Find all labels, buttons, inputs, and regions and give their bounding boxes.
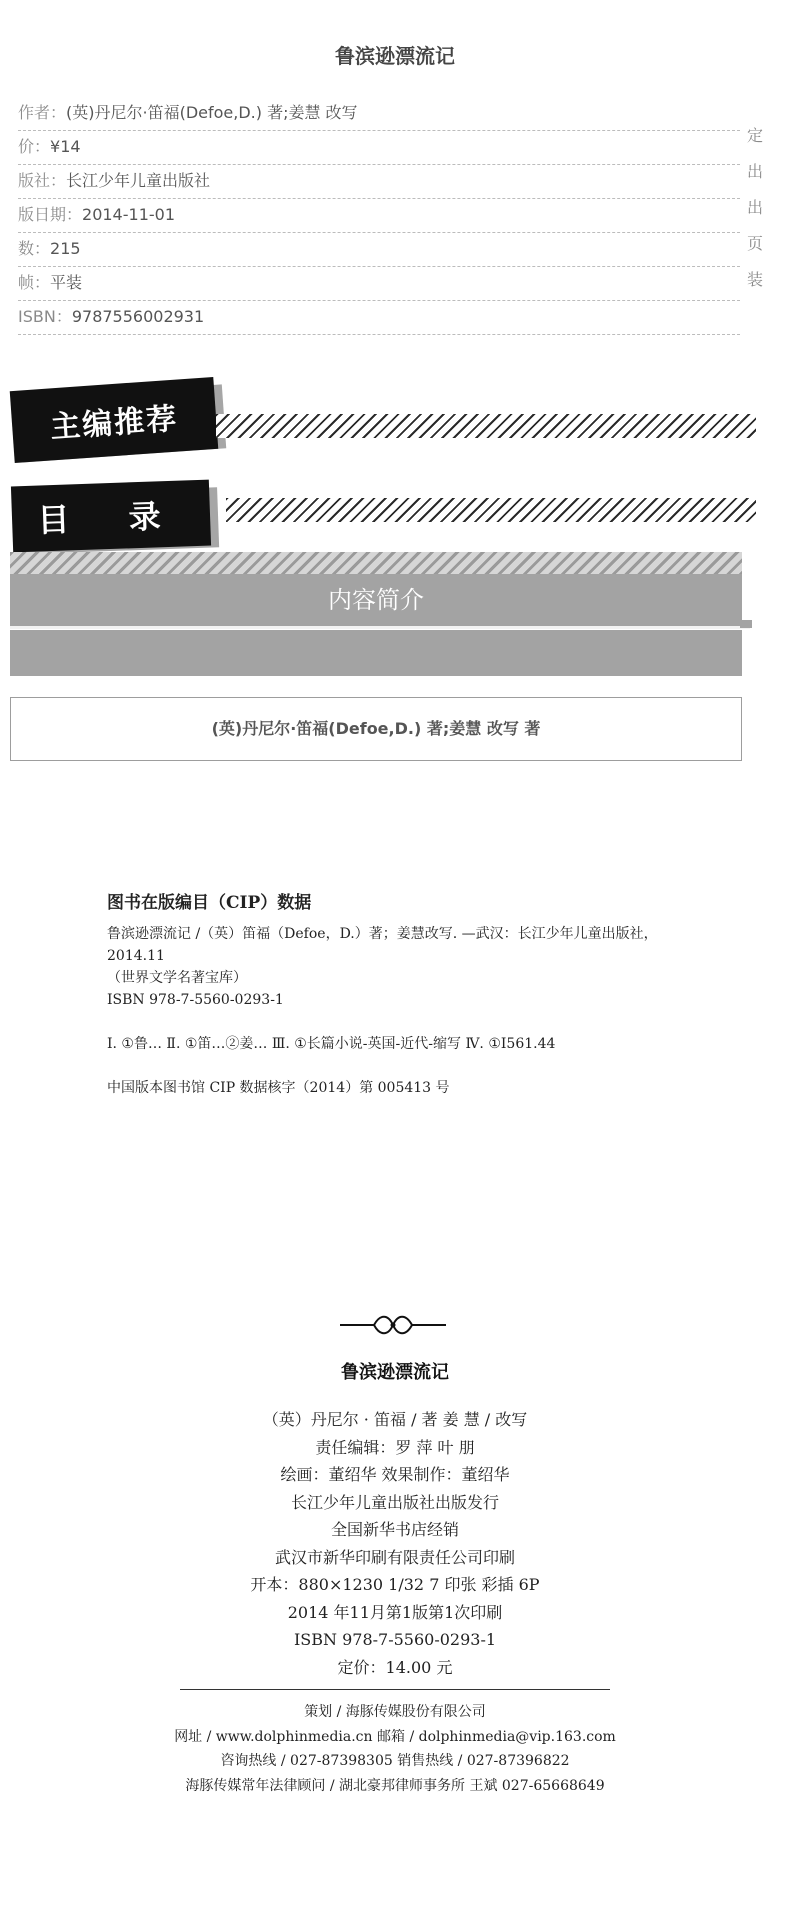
toc-stripes bbox=[226, 498, 756, 522]
info-value: 215 bbox=[50, 239, 81, 258]
colophon-line: 2014 年11月第1版第1次印刷 bbox=[287, 1602, 503, 1622]
info-value: (英)丹尼尔·笛福(Defoe,D.) 著;姜慧 改写 bbox=[66, 103, 358, 122]
footer-line: 海豚传媒常年法律顾问 / 湖北豪邦律师事务所 王斌 027-65668649 bbox=[185, 1777, 605, 1794]
ornament-icon bbox=[340, 1310, 446, 1340]
intro-tab bbox=[740, 620, 752, 628]
colophon-line: （英）丹尼尔 · 笛福 / 著 姜 慧 / 改写 bbox=[262, 1410, 528, 1429]
colophon-line: 责任编辑：罗 萍 叶 朋 bbox=[315, 1437, 475, 1457]
colophon-line: 绘画：董绍华 效果制作：董绍华 bbox=[280, 1465, 510, 1484]
colophon-line: 定价：14.00 元 bbox=[337, 1657, 453, 1677]
side-label: 出 bbox=[746, 162, 763, 181]
side-label: 页 bbox=[746, 234, 763, 253]
cip-classification: Ⅰ. ①鲁… Ⅱ. ①笛…②姜… Ⅲ. ①长篇小说-英国-近代-缩写 Ⅳ. ①I561.44 bbox=[107, 1036, 556, 1052]
side-label: 定 bbox=[746, 126, 763, 145]
cip-gap bbox=[107, 1011, 747, 1033]
info-row-price bbox=[18, 130, 740, 165]
intro-divider bbox=[10, 626, 750, 629]
info-label: 数： bbox=[18, 239, 51, 258]
info-value: ¥14 bbox=[50, 137, 81, 156]
cip-number: 中国版本图书馆 CIP 数据核字（2014）第 005413 号 bbox=[107, 1080, 450, 1096]
info-row-isbn bbox=[18, 300, 740, 335]
cip-block bbox=[107, 888, 747, 1099]
colophon-footer bbox=[0, 1700, 790, 1798]
info-row-publisher bbox=[18, 164, 740, 199]
info-value: 9787556002931 bbox=[71, 307, 205, 326]
page-title: 鲁滨逊漂流记 bbox=[335, 44, 455, 68]
colophon-line: ISBN 978-7-5560-0293-1 bbox=[293, 1630, 497, 1649]
intro-header: 内容简介 bbox=[10, 574, 742, 626]
info-row-date bbox=[18, 198, 740, 233]
info-value: 长江少年儿童出版社 bbox=[66, 171, 211, 190]
colophon-line: 长江少年儿童出版社出版发行 bbox=[290, 1492, 499, 1512]
info-value: 2014-11-01 bbox=[82, 205, 175, 224]
cip-heading: 图书在版编目（CIP）数据 bbox=[107, 893, 312, 913]
intro-body-bar bbox=[10, 630, 742, 676]
cip-line: 鲁滨逊漂流记 /（英）笛福（Defoe，D.）著；姜慧改写. —武汉：长江少年儿童出版社， bbox=[107, 926, 658, 942]
cip-line: 2014.11 bbox=[107, 948, 165, 964]
toc-badge bbox=[11, 480, 211, 553]
footer-line: 咨询热线 / 027-87398305 销售热线 / 027-87396822 bbox=[220, 1753, 570, 1769]
side-label: 出 bbox=[746, 198, 763, 217]
info-row-binding bbox=[18, 266, 740, 301]
info-row-pages bbox=[18, 232, 740, 267]
colophon-line: 开本：880×1230 1/32 7 印张 彩插 6P bbox=[250, 1575, 540, 1594]
cip-line: ISBN 978-7-5560-0293-1 bbox=[107, 992, 284, 1008]
side-labels bbox=[742, 118, 768, 298]
author-box: (英)丹尼尔·笛福(Defoe,D.) 著;姜慧 改写 著 bbox=[10, 697, 742, 761]
info-label: 帧： bbox=[18, 273, 51, 292]
info-label: 版日期： bbox=[18, 205, 83, 224]
editor-pick-title: 主编推荐 bbox=[10, 377, 219, 463]
side-label: 装 bbox=[746, 270, 763, 289]
cip-line: （世界文学名著宝库） bbox=[107, 970, 247, 986]
footer-line: 策划 / 海豚传媒股份有限公司 bbox=[304, 1704, 486, 1720]
info-label: 版社： bbox=[18, 171, 67, 190]
info-label: 价： bbox=[18, 137, 51, 156]
colophon-line: 全国新华书店经销 bbox=[330, 1520, 459, 1539]
colophon-line: 武汉市新华印刷有限责任公司印刷 bbox=[274, 1547, 515, 1567]
colophon-divider bbox=[180, 1689, 610, 1690]
editor-pick-badge bbox=[10, 377, 219, 463]
cip-gap bbox=[107, 1055, 747, 1077]
footer-line: 网址 / www.dolphinmedia.cn 邮箱 / dolphinmedia@vip.163.com bbox=[174, 1728, 616, 1745]
colophon-title: 鲁滨逊漂流记 bbox=[341, 1362, 449, 1383]
info-label: ISBN： bbox=[18, 307, 72, 326]
toc-title: 目 录 bbox=[11, 480, 211, 553]
intro-stripes bbox=[10, 552, 742, 574]
info-label: 作者： bbox=[18, 103, 67, 122]
info-value: 平装 bbox=[50, 273, 83, 292]
editor-pick-stripes bbox=[216, 414, 756, 438]
info-row-author bbox=[18, 96, 740, 131]
colophon-lines bbox=[0, 1406, 790, 1681]
